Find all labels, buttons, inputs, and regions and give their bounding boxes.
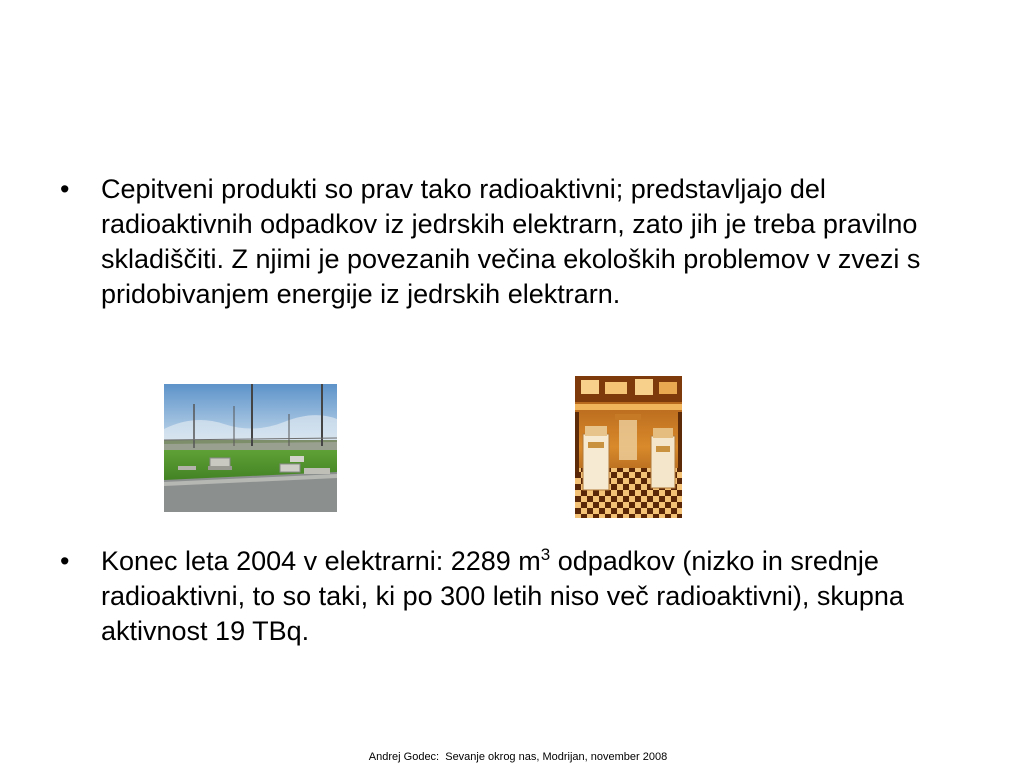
cubic-superscript: 3 (540, 545, 551, 564)
storage-site-photo (164, 384, 337, 512)
bullet-text (101, 544, 960, 649)
bullet-text: Cepitveni produkti so prav tako radioaktivni; predstavljajo del radioaktivnih odpadkov iz jedrskih elektrarn, zato jih je treba pravilno skladiščiti. Z njimi je povezanih večina ekoloških problemov v zvezi s pridobivanjem energije iz jedrskih elektrarn. (101, 174, 921, 309)
bullet-item-fission-products (60, 172, 960, 312)
bullet-marker: • (60, 546, 70, 576)
bullet-marker: • (60, 174, 70, 204)
bullet-text-before: Konec leta 2004 v elektrarni: 2289 m (101, 546, 541, 576)
reactor-interior-photo (575, 376, 682, 518)
slide-footer: Andrej Godec: Sevanje okrog nas, Modrijan, november 2008 (368, 751, 668, 763)
bullet-text-after: odpadkov (nizko in srednje radioaktivni, to so taki, ki po 300 letih niso več radioaktivni), skupna aktivnost 19 TBq. (101, 546, 904, 646)
bullet-item-waste-2004 (60, 544, 960, 649)
